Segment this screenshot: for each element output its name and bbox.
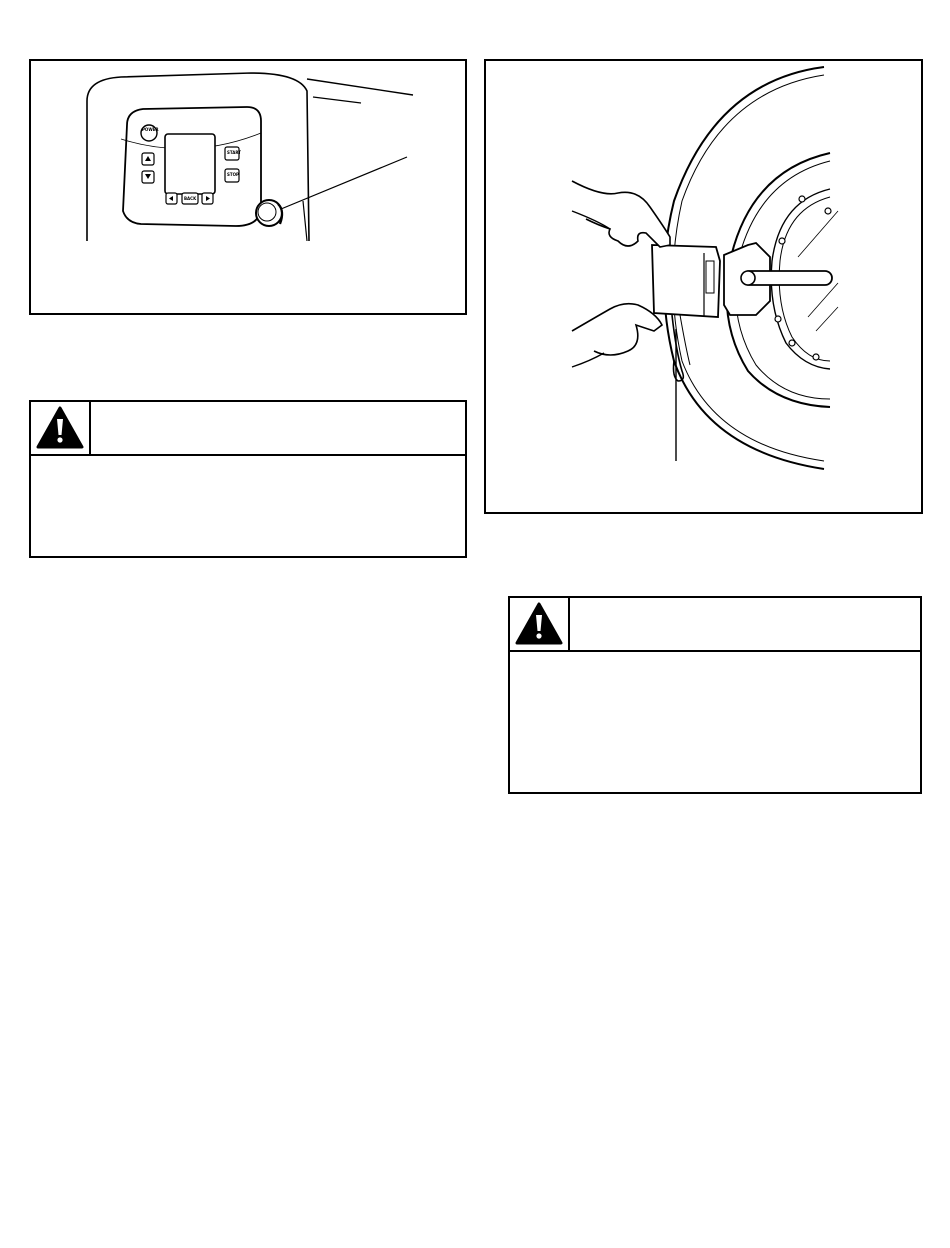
figure-door-module [484, 59, 923, 514]
warning-icon-cell [31, 402, 91, 454]
figure-control-panel [29, 59, 467, 315]
warning-icon-cell [510, 598, 570, 650]
power-button-label: POWER [142, 127, 159, 132]
control-panel-illustration [31, 61, 469, 317]
stop-button-label: STOP [227, 172, 239, 177]
warning-box-2 [508, 596, 922, 794]
back-button-label: BACK [184, 196, 197, 201]
warning-box-1 [29, 400, 467, 558]
warning-header [31, 402, 465, 456]
warning-triangle-icon [31, 402, 89, 454]
start-button-label: START [227, 150, 242, 155]
door-module-illustration [486, 61, 925, 516]
warning-header [510, 598, 920, 652]
warning-triangle-icon [510, 598, 568, 650]
